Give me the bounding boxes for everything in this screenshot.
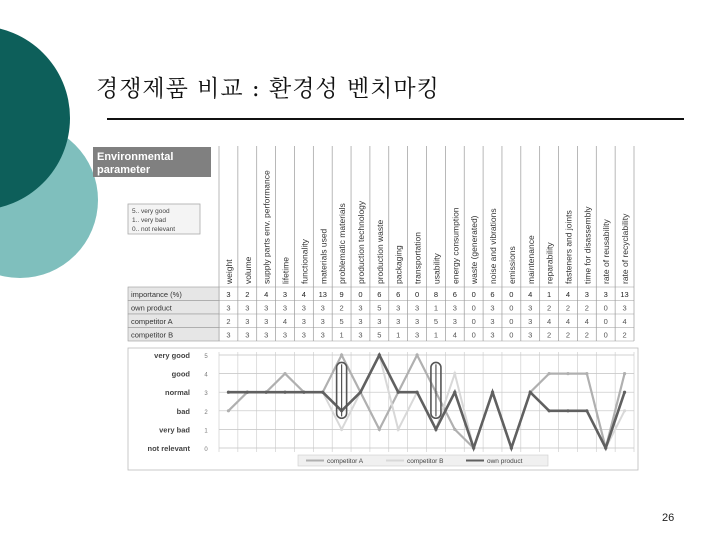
table-cell: 3: [264, 316, 269, 326]
table-cell: 2: [226, 316, 231, 326]
table-cell: 3: [528, 330, 533, 340]
y-tick-label: 3: [204, 391, 208, 398]
table-cell: 0: [471, 303, 476, 313]
column-label: waste (generated): [469, 215, 480, 284]
header-title-line2: parameter: [97, 164, 151, 176]
table-cell: 3: [301, 303, 306, 313]
table-cell: 3: [490, 316, 495, 326]
table-cell: 2: [565, 330, 571, 340]
table-cell: 9: [339, 289, 344, 299]
table-cell: 4: [452, 330, 457, 340]
table-cell: 8: [433, 289, 439, 299]
data-point: [415, 353, 418, 356]
table-cell: 4: [565, 316, 571, 326]
table-cell: 4: [301, 289, 306, 299]
column-label: rate of reusability: [601, 219, 612, 284]
data-point: [415, 391, 418, 394]
table-cell: 2: [584, 303, 589, 313]
table-cell: 3: [603, 289, 608, 299]
table-cell: 1: [433, 303, 439, 313]
table-cell: 4: [528, 289, 533, 299]
column-label: production waste: [374, 219, 385, 284]
row-label: competitor B: [131, 330, 174, 340]
column-label: emissions: [506, 246, 517, 284]
table-cell: 5: [377, 330, 382, 340]
data-point: [510, 446, 513, 449]
table-cell: 2: [565, 303, 571, 313]
table-cell: 3: [301, 316, 306, 326]
y-level-label: very good: [154, 351, 190, 360]
column-label: maintenance: [525, 235, 536, 284]
table-cell: 3: [452, 316, 457, 326]
data-point: [566, 409, 569, 412]
y-tick-label: 1: [204, 428, 208, 435]
data-point: [397, 391, 400, 394]
y-level-label: normal: [164, 388, 190, 398]
data-point: [265, 391, 268, 394]
table-cell: 4: [622, 316, 627, 326]
column-label: lifetime: [280, 257, 291, 284]
table-cell: 2: [547, 303, 552, 313]
table-cell: 3: [264, 303, 269, 313]
column-label: functionality: [299, 239, 310, 284]
data-point: [472, 446, 475, 449]
table-cell: 3: [226, 303, 231, 313]
y-tick-label: 4: [204, 372, 208, 379]
y-level-label: very bad: [159, 425, 190, 435]
data-point: [340, 428, 343, 431]
data-point: [227, 391, 230, 394]
data-point: [623, 409, 626, 412]
table-cell: 3: [528, 303, 533, 313]
column-label: noise and vibrations: [488, 208, 499, 284]
y-level-label: bad: [176, 406, 190, 416]
y-tick-label: 0: [204, 447, 208, 453]
data-point: [378, 428, 381, 431]
table-cell: 0: [603, 316, 608, 326]
data-point: [548, 372, 551, 375]
table-cell: 2: [622, 330, 627, 340]
column-label: problematic materials: [337, 203, 348, 284]
table-cell: 0: [358, 289, 363, 299]
table-cell: 3: [245, 303, 250, 313]
column-label: production technology: [355, 200, 366, 284]
column-label: reparability: [544, 242, 555, 284]
table-cell: 3: [377, 316, 382, 326]
table-cell: 3: [245, 316, 250, 326]
table-cell: 4: [282, 316, 288, 326]
column-label: weight: [223, 259, 234, 284]
row-label: own product: [131, 303, 172, 313]
table-cell: 3: [358, 316, 363, 326]
table-cell: 3: [320, 316, 325, 326]
table-cell: 4: [565, 289, 571, 299]
table-cell: 6: [490, 289, 495, 299]
table-cell: 5: [339, 316, 344, 326]
legend-label: competitor A: [327, 458, 364, 465]
key-line-3: 0.. not relevant: [132, 226, 175, 233]
table-cell: 3: [490, 330, 495, 340]
table-cell: 3: [358, 330, 363, 340]
table-cell: 3: [414, 330, 420, 340]
table-cell: 1: [396, 330, 401, 340]
table-cell: 0: [414, 289, 420, 299]
slide-title: 경쟁제품 비교 : 환경성 벤치마킹: [96, 76, 440, 102]
table-cell: 0: [509, 316, 514, 326]
data-point: [623, 391, 626, 394]
table-cell: 3: [264, 330, 269, 340]
data-point: [529, 391, 532, 394]
data-point: [397, 428, 400, 431]
data-point: [378, 353, 381, 356]
table-cell: 3: [452, 303, 457, 313]
table-cell: 2: [245, 289, 250, 299]
data-point: [359, 391, 362, 394]
column-label: energy consumption: [450, 207, 461, 284]
legend-label: own product: [487, 458, 523, 465]
data-point: [453, 391, 456, 394]
data-point: [434, 428, 437, 431]
table-cell: 6: [377, 289, 382, 299]
legend-label: competitor B: [407, 458, 444, 465]
table-cell: 3: [396, 316, 401, 326]
y-level-label: not relevant: [147, 444, 190, 453]
table-cell: 3: [414, 303, 420, 313]
table-cell: 6: [396, 289, 401, 299]
data-point: [453, 428, 456, 431]
column-label: usability: [431, 253, 442, 284]
data-point: [585, 372, 588, 375]
column-label: volume: [242, 256, 253, 284]
table-cell: 3: [396, 303, 401, 313]
table-cell: 3: [584, 289, 589, 299]
data-point: [283, 391, 286, 394]
table-cell: 3: [320, 303, 325, 313]
table-cell: 3: [622, 303, 627, 313]
data-point: [604, 446, 607, 449]
table-cell: 3: [320, 330, 325, 340]
row-label: competitor A: [131, 316, 173, 326]
table-cell: 0: [471, 289, 476, 299]
column-label: materials used: [318, 228, 329, 284]
key-line-2: 1.. very bad: [132, 217, 166, 224]
column-label: transportation: [412, 232, 423, 284]
table-cell: 4: [264, 289, 269, 299]
data-point: [302, 391, 305, 394]
y-level-label: good: [171, 369, 190, 379]
table-cell: 3: [226, 289, 231, 299]
table-cell: 3: [414, 316, 420, 326]
table-cell: 3: [301, 330, 306, 340]
table-cell: 0: [603, 330, 608, 340]
header-title-line1: Environmental: [97, 151, 174, 163]
title-underline: [107, 118, 684, 120]
data-point: [246, 391, 249, 394]
table-cell: 2: [547, 330, 552, 340]
table-cell: 3: [245, 330, 250, 340]
column-label: rate of recyclability: [620, 213, 631, 284]
data-point: [566, 372, 569, 375]
data-point: [321, 391, 324, 394]
table-cell: 5: [377, 303, 382, 313]
table-cell: 3: [528, 316, 533, 326]
y-tick-label: 5: [204, 354, 208, 360]
column-label: packaging: [393, 245, 404, 284]
table-cell: 1: [339, 330, 344, 340]
table-cell: 4: [584, 316, 589, 326]
table-cell: 1: [547, 289, 552, 299]
table-cell: 4: [547, 316, 552, 326]
data-point: [623, 372, 626, 375]
y-tick-label: 2: [204, 409, 208, 416]
column-label: fasteners and joints: [563, 210, 574, 284]
table-cell: 3: [282, 303, 288, 313]
data-point: [548, 409, 551, 412]
table-cell: 3: [282, 289, 288, 299]
column-label: supply parts env. performance: [261, 170, 272, 284]
column-label: time for disassembly: [582, 206, 593, 284]
data-point: [283, 372, 286, 375]
table-cell: 1: [433, 330, 439, 340]
data-point: [340, 353, 343, 356]
table-cell: 6: [452, 289, 457, 299]
data-point: [491, 391, 494, 394]
table-cell: 2: [584, 330, 589, 340]
table-cell: 0: [471, 330, 476, 340]
row-label: importance (%): [131, 289, 182, 299]
data-point: [227, 409, 230, 412]
key-line-1: 5.. very good: [132, 208, 170, 215]
table-cell: 3: [282, 330, 288, 340]
table-cell: 3: [358, 303, 363, 313]
table-cell: 5: [433, 316, 439, 326]
table-cell: 0: [509, 330, 514, 340]
table-cell: 2: [339, 303, 344, 313]
page-number: 26: [662, 512, 675, 524]
table-cell: 13: [620, 289, 629, 299]
benchmark-figure: [88, 142, 644, 474]
data-point: [453, 372, 456, 375]
table-cell: 3: [226, 330, 231, 340]
table-cell: 0: [509, 303, 514, 313]
table-cell: 3: [490, 303, 495, 313]
table-cell: 0: [509, 289, 514, 299]
table-cell: 0: [603, 303, 608, 313]
table-cell: 0: [471, 316, 476, 326]
table-cell: 13: [318, 289, 327, 299]
data-point: [585, 409, 588, 412]
